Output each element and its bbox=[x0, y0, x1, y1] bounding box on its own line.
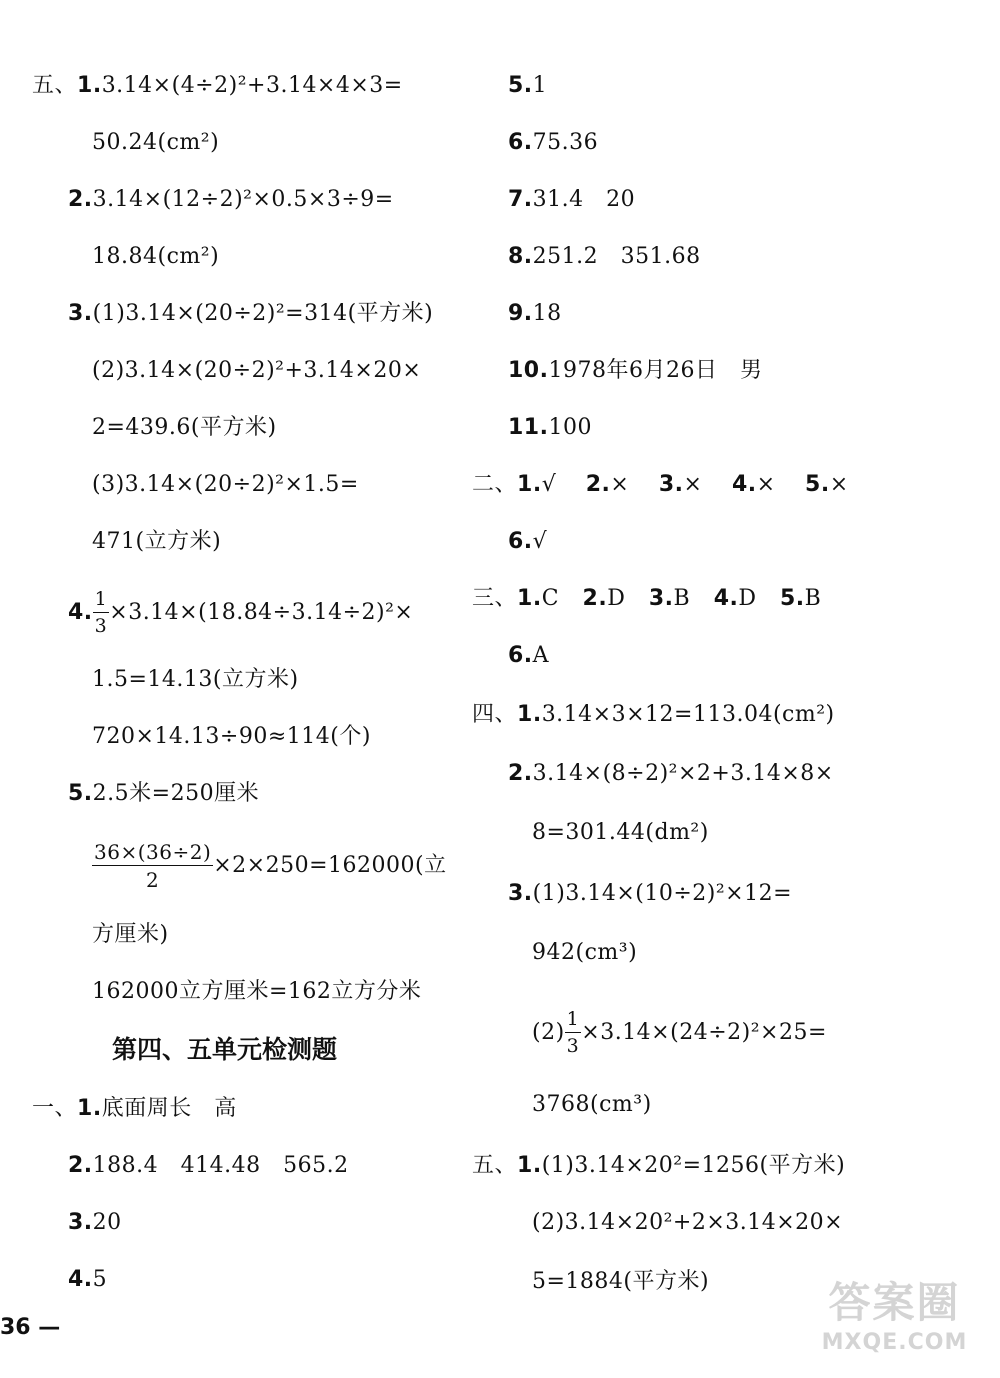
answer-line bbox=[32, 1094, 237, 1124]
answer-text: 20 bbox=[92, 1210, 122, 1235]
answer-text: (2)3.14×20²+2×3.14×20× bbox=[532, 1210, 844, 1235]
answer-line bbox=[92, 527, 221, 557]
item-number: 2. bbox=[582, 586, 608, 611]
answer-text: ×2×250=162000(立 bbox=[213, 853, 447, 878]
item-number: 10. bbox=[508, 358, 549, 383]
watermark-text: 答案圈 bbox=[828, 1278, 961, 1327]
item-number: 11. bbox=[508, 415, 549, 440]
page-number bbox=[0, 1315, 60, 1340]
answer-text: C bbox=[541, 586, 560, 611]
answer-text: 3.14×3×12=113.04(cm²) bbox=[541, 702, 835, 727]
answer-line bbox=[508, 242, 701, 272]
answer-line bbox=[508, 71, 547, 101]
item-number: 5. bbox=[68, 781, 93, 806]
answer-line bbox=[92, 356, 421, 386]
answer-text: 2=439.6(平方米) bbox=[92, 415, 277, 440]
answer-text: 18.84(cm²) bbox=[92, 244, 220, 269]
fraction-numerator: 1 bbox=[565, 1010, 582, 1033]
answer-text: × bbox=[683, 472, 703, 497]
answer-text: 100 bbox=[548, 415, 592, 440]
answer-line bbox=[68, 590, 413, 636]
answer-text: (2)3.14×(20÷2)²+3.14×20× bbox=[92, 358, 422, 383]
answer-line bbox=[92, 722, 371, 752]
item-number: 6. bbox=[508, 529, 533, 554]
answer-text: √ bbox=[532, 529, 548, 554]
answer-line bbox=[68, 1265, 107, 1295]
fraction bbox=[92, 842, 213, 890]
answer-text: 1.5=14.13(立方米) bbox=[92, 667, 299, 692]
answer-line bbox=[532, 1267, 709, 1297]
answer-text: 3.14×(4÷2)²+3.14×4×3= bbox=[101, 73, 403, 98]
item-number: 3. bbox=[648, 586, 674, 611]
answer-text: 162000立方厘米=162立方分米 bbox=[92, 979, 422, 1004]
fraction-numerator: 36×(36÷2) bbox=[94, 840, 212, 864]
answer-text: ×3.14×(18.84÷3.14÷2)²× bbox=[109, 600, 414, 625]
answer-line bbox=[92, 413, 277, 443]
item-number: 1. bbox=[77, 1096, 102, 1121]
item-number: 4. bbox=[713, 586, 739, 611]
answer-line bbox=[92, 242, 219, 272]
item-number: 6. bbox=[508, 643, 533, 668]
answer-line bbox=[472, 1151, 845, 1181]
page-number-value: 36 bbox=[0, 1315, 31, 1340]
answer-text: 8=301.44(dm²) bbox=[532, 820, 709, 845]
item-number: 7. bbox=[508, 187, 533, 212]
answer-text: 3.14×(12÷2)²×0.5×3÷9= bbox=[92, 187, 394, 212]
answer-text: 5 bbox=[92, 1267, 108, 1292]
answer-text: 底面周长 高 bbox=[101, 1096, 237, 1121]
section-marker: 一、 bbox=[32, 1096, 78, 1121]
answer-line bbox=[508, 128, 598, 158]
item-number: 3. bbox=[658, 472, 684, 497]
answer-line bbox=[92, 665, 299, 695]
item-number: 1. bbox=[77, 73, 102, 98]
answer-text: (3)3.14×(20÷2)²×1.5= bbox=[92, 472, 359, 497]
item-number: 2. bbox=[68, 1153, 93, 1178]
item-number: 5. bbox=[508, 73, 533, 98]
answer-line bbox=[508, 413, 592, 443]
answer-text: D bbox=[607, 586, 626, 611]
answer-text: B bbox=[673, 586, 691, 611]
answer-text: 18 bbox=[532, 301, 562, 326]
fraction-denominator: 2 bbox=[146, 868, 160, 892]
answer-text: 3768(cm³) bbox=[532, 1092, 652, 1117]
answer-line bbox=[472, 700, 835, 730]
answer-line bbox=[508, 759, 834, 789]
item-number: 4. bbox=[68, 600, 93, 625]
answer-line bbox=[68, 299, 433, 329]
answer-text: 471(立方米) bbox=[92, 529, 222, 554]
item-number: 3. bbox=[68, 1210, 93, 1235]
answer-line bbox=[532, 938, 637, 968]
answer-text: D bbox=[738, 586, 757, 611]
item-number: 9. bbox=[508, 301, 533, 326]
answer-line bbox=[508, 527, 547, 557]
section-title: 第四、五单元检测题 bbox=[112, 1035, 338, 1064]
answer-line bbox=[68, 779, 259, 809]
answer-line bbox=[508, 879, 792, 909]
item-number: 5. bbox=[805, 472, 830, 497]
item-number: 8. bbox=[508, 244, 533, 269]
answer-line bbox=[532, 1010, 827, 1056]
fraction bbox=[93, 590, 110, 636]
answer-line bbox=[508, 299, 562, 329]
answer-text: (2) bbox=[532, 1020, 565, 1045]
answer-text: 720×14.13÷90≈114(个) bbox=[92, 724, 371, 749]
answer-text: 251.2 351.68 bbox=[532, 244, 701, 269]
section-marker: 三、 bbox=[472, 586, 518, 611]
item-number: 6. bbox=[508, 130, 533, 155]
section-marker: 四、 bbox=[472, 702, 518, 727]
item-number: 1. bbox=[517, 472, 542, 497]
answer-text: (1)3.14×(20÷2)²=314(平方米) bbox=[92, 301, 434, 326]
answer-text: 3.14×(8÷2)²×2+3.14×8× bbox=[532, 761, 834, 786]
section-marker: 二、 bbox=[472, 472, 518, 497]
answer-text: 2.5米=250厘米 bbox=[92, 781, 260, 806]
fraction bbox=[565, 1010, 582, 1056]
answer-text: 188.4 414.48 565.2 bbox=[92, 1153, 349, 1178]
answer-text: 75.36 bbox=[532, 130, 599, 155]
answer-line bbox=[508, 185, 635, 215]
answer-line bbox=[32, 71, 403, 101]
answer-line bbox=[472, 470, 849, 500]
answer-line bbox=[472, 584, 821, 614]
item-number: 5. bbox=[780, 586, 805, 611]
answer-line bbox=[92, 470, 359, 500]
answer-text: √ bbox=[541, 472, 557, 497]
answer-line bbox=[532, 818, 709, 848]
answer-line bbox=[68, 1208, 122, 1238]
answer-text: (1)3.14×20²=1256(平方米) bbox=[541, 1153, 846, 1178]
item-number: 1. bbox=[517, 702, 542, 727]
answer-text: 1978年6月26日 男 bbox=[548, 358, 763, 383]
item-number: 4. bbox=[731, 472, 757, 497]
answer-line bbox=[92, 842, 447, 890]
answer-text: 5=1884(平方米) bbox=[532, 1269, 710, 1294]
answer-text: × bbox=[610, 472, 630, 497]
answer-text: ×3.14×(24÷2)²×25= bbox=[581, 1020, 827, 1045]
answer-line bbox=[532, 1208, 843, 1238]
answer-text: B bbox=[804, 586, 822, 611]
answer-text: × bbox=[756, 472, 776, 497]
answer-text: (1)3.14×(10÷2)²×12= bbox=[532, 881, 793, 906]
answer-text: 50.24(cm²) bbox=[92, 130, 220, 155]
item-number: 3. bbox=[68, 301, 93, 326]
answer-line bbox=[508, 641, 549, 671]
item-number: 1. bbox=[517, 1153, 542, 1178]
answer-line bbox=[92, 128, 219, 158]
fraction-denominator: 3 bbox=[566, 1035, 580, 1057]
item-number: 2. bbox=[68, 187, 93, 212]
answer-text: 方厘米) bbox=[92, 922, 169, 947]
item-number: 1. bbox=[517, 586, 542, 611]
section-marker: 五、 bbox=[472, 1153, 518, 1178]
item-number: 3. bbox=[508, 881, 533, 906]
answer-text: 1 bbox=[532, 73, 548, 98]
answer-line bbox=[92, 977, 421, 1007]
section-marker: 五、 bbox=[32, 73, 78, 98]
answer-line bbox=[92, 920, 169, 950]
answer-text: 31.4 20 bbox=[532, 187, 636, 212]
answer-line bbox=[68, 185, 394, 215]
fraction-denominator: 3 bbox=[94, 615, 108, 637]
item-number: 2. bbox=[585, 472, 611, 497]
item-number: 4. bbox=[68, 1267, 93, 1292]
fraction-numerator: 1 bbox=[93, 590, 110, 613]
watermark-url: MXQE.COM bbox=[821, 1330, 968, 1355]
answer-line bbox=[532, 1090, 652, 1120]
answer-text: × bbox=[829, 472, 849, 497]
answer-text: A bbox=[532, 643, 550, 668]
item-number: 2. bbox=[508, 761, 533, 786]
answer-line bbox=[68, 1151, 349, 1181]
watermark-logo bbox=[792, 1278, 997, 1374]
answer-line bbox=[508, 356, 762, 386]
page-number-dash: — bbox=[38, 1315, 61, 1340]
answer-text: 942(cm³) bbox=[532, 940, 638, 965]
